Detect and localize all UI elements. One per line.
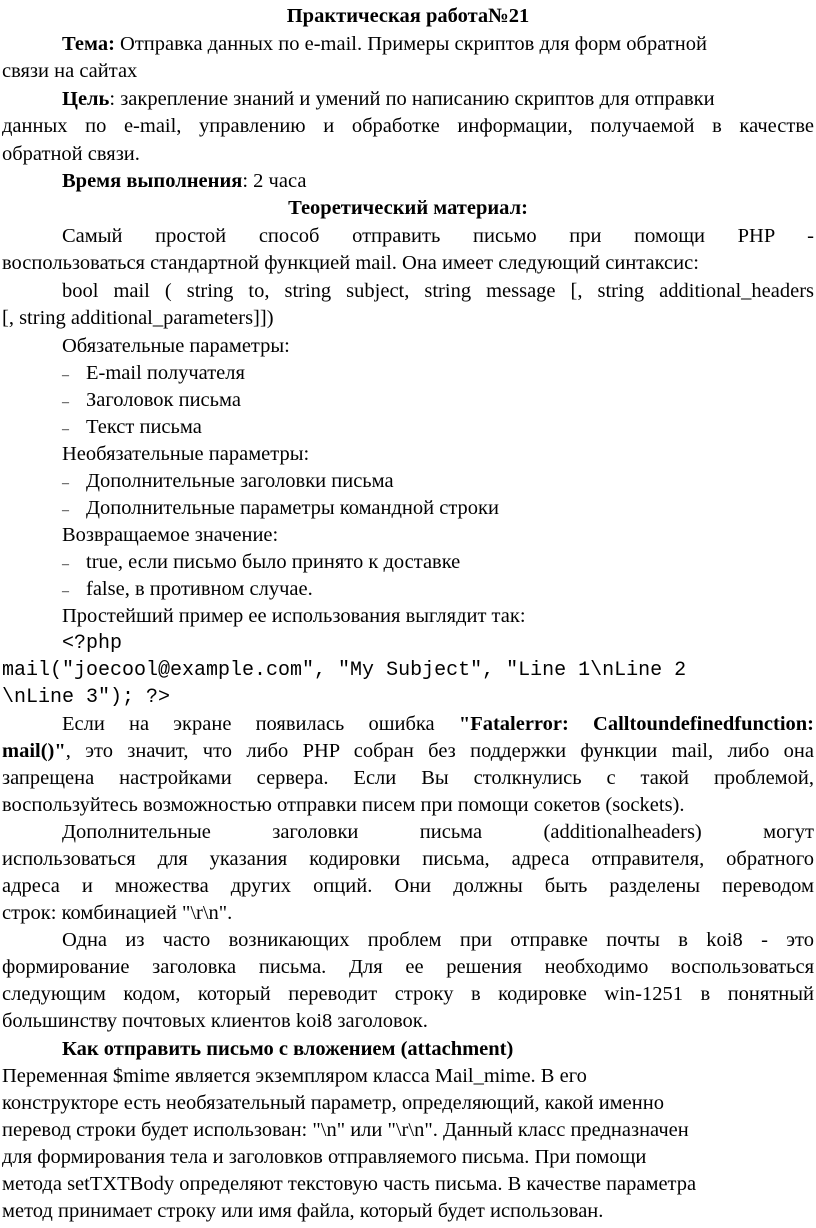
theory-paragraph-line-1: Самый простой способ отправить письмо при помощи PHP - [62,225,814,247]
goal-label: Цель [62,88,110,110]
attachment-line-6: метод принимает строку или имя файла, который будет использован. [2,1200,604,1222]
attachment-line-3: перевод строки будет использован: "\n" или "\r\n". Данный класс предназначен [2,1119,689,1141]
theory-heading: Теоретический материал: [288,197,528,219]
code-line-3: \nLine 3"); ?> [2,686,171,709]
time-line [62,168,306,196]
time-label: Время выполнения [62,170,243,192]
list-item: – Дополнительные заголовки письма [62,468,394,498]
code-line-1: <?php [62,632,123,655]
topic-line-2: связи на сайтах [2,60,138,82]
list-item: – Заголовок письма [62,387,241,417]
list-item: – true, если письмо было принято к доставке [62,549,460,579]
attachment-line-5: метода setTXTBody определяют текстовую часть письма. В качестве параметра [2,1173,697,1195]
topic-line-1 [62,31,707,59]
goal-line-1 [62,86,715,114]
headers-line-2: использоваться для указания кодировки письма, адреса отправителя, обратного [2,848,814,870]
bullet-dash: – [62,503,69,518]
bullet-dash: – [62,476,69,491]
bullet-dash: – [62,395,69,410]
error-message: "Fatalerror: Calltoundefinedfunction: [458,713,814,735]
syntax-line-2: [, string additional_parameters]]) [2,307,274,329]
koi-line-4: большинству почтовых клиентов koi8 заголовок. [2,1010,428,1032]
koi-line-2: формирование заголовка письма. Для ее решения необходимо воспользоваться [2,956,814,978]
headers-line-3: адреса и множества других опций. Они должны быть разделены переводом [2,875,814,897]
error-line-2: mail()", это значит, что либо PHP собран без поддержки функции mail, либо она [2,740,814,762]
bullet-dash: – [62,584,69,599]
code-line-2: mail("joecool@example.com", "My Subject", "Line 1\nLine 2 [2,659,687,682]
error-line-1: Если на экране появилась ошибка "Fatalerror: Calltoundefinedfunction: [62,713,814,735]
bullet-dash: – [62,422,69,437]
list-item: – Текст письма [62,414,202,444]
attachment-heading: Как отправить письмо с вложением (attachment) [62,1038,514,1060]
example-intro: Простейший пример ее использования выглядит так: [62,605,526,627]
attachment-line-4: для формирования тела и заголовков отправляемого письма. При помощи [2,1146,647,1168]
list-item: – false, в противном случае. [62,576,313,606]
syntax-line-1: bool mail ( string to, string subject, string message [, string additional_headers [62,280,814,302]
time-text: : 2 часа [242,170,307,192]
return-heading: Возвращаемое значение: [62,524,279,546]
page-title: Практическая работа№21 [286,5,530,27]
topic-text: Отправка данных по e-mail. Примеры скриптов для форм обратной [114,33,707,55]
goal-line-2: данных по e-mail, управлению и обработке информации, получаемой в качестве [2,115,814,137]
required-heading: Обязательные параметры: [62,335,290,357]
optional-heading: Необязательные параметры: [62,443,310,465]
headers-line-4: строк: комбинацией "\r\n". [2,902,233,924]
headers-line-1: Дополнительные заголовки письма (additionalheaders) могут [62,821,814,843]
error-line-3: запрещена настройками сервера. Если Вы столкнулись с такой проблемой, [2,767,814,789]
koi-line-3: следующим кодом, который переводит строку в кодировке win-1251 в понятный [2,983,814,1005]
bullet-dash: – [62,368,69,383]
error-line-4: воспользуйтесь возможностью отправки писем при помощи сокетов (sockets). [2,794,685,816]
attachment-line-1: Переменная $mime является экземпляром класса Mail_mime. В его [2,1065,587,1087]
bullet-dash: – [62,557,69,572]
goal-line-3: обратной связи. [2,143,140,165]
topic-label: Тема: [62,33,115,55]
list-item: – Дополнительные параметры командной строки [62,495,499,525]
list-item: – E-mail получателя [62,360,245,390]
koi-line-1: Одна из часто возникающих проблем при отправке почты в koi8 - это [62,929,814,951]
goal-text: : закрепление знаний и умений по написанию скриптов для отправки [109,88,715,110]
attachment-line-2: конструкторе есть необязательный параметр, определяющий, какой именно [2,1092,664,1114]
theory-paragraph-line-2: воспользоваться стандартной функцией mail. Она имеет следующий синтаксис: [2,252,699,274]
